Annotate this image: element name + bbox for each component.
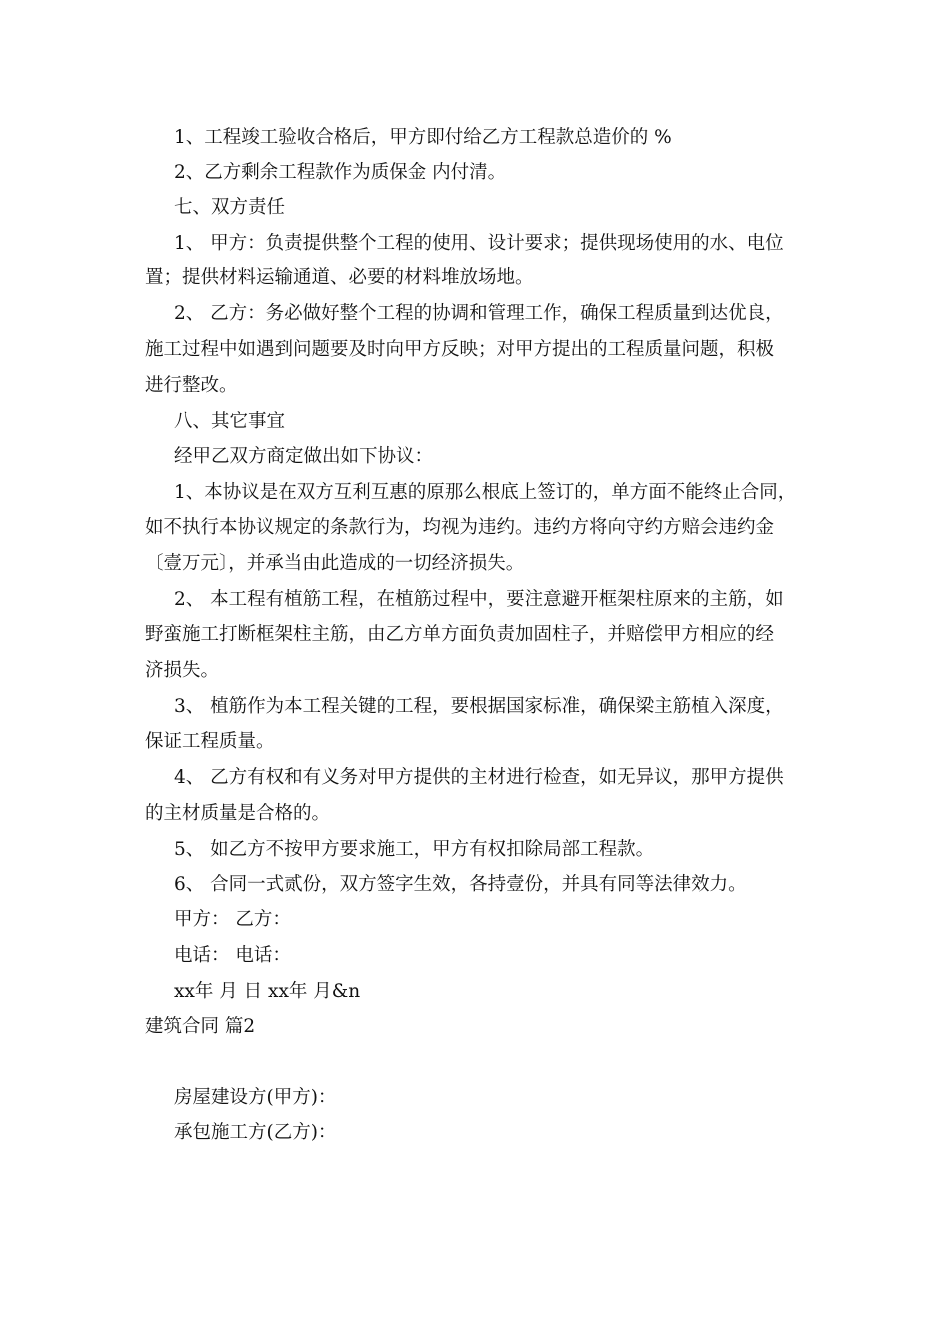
paragraph-line: 置；提供材料运输通道、必要的材料堆放场地。 [145,267,534,288]
paragraph-line: 进行整改。 [145,375,238,396]
signature-dates: xx年 月 日 xx年 月&n [174,981,361,1002]
paragraph-line: 如不执行本协议规定的条款行为，均视为违约。违约方将向守约方赔会违约金 [145,517,775,538]
paragraph-line: 保证工程质量。 [145,731,275,752]
party-a-field: 房屋建设方(甲方)： [174,1087,337,1108]
signature-phones: 电话： 电话： [174,945,291,966]
paragraph-line: 1、本协议是在双方互利互惠的原那么根底上签订的，单方面不能终止合同， [174,482,797,503]
section-heading-responsibilities: 七、双方责任 [174,197,286,218]
paragraph-line: 2、 乙方：务必做好整个工程的协调和管理工作，确保工程质量到达优良， [174,303,784,324]
party-b-field: 承包施工方(乙方)： [174,1122,337,1143]
clause-payment-2: 2、乙方剩余工程款作为质保金 内付清。 [174,162,507,183]
paragraph-line: 4、 乙方有权和有义务对甲方提供的主材进行检查，如无异议，那甲方提供 [174,767,784,788]
paragraph-line: 野蛮施工打断框架柱主筋，由乙方单方面负责加固柱子，并赔偿甲方相应的经 [145,624,775,645]
paragraph-line: 济损失。 [145,660,220,681]
paragraph-line: 的主材质量是合格的。 [145,803,331,824]
paragraph-line: 1、 甲方：负责提供整个工程的使用、设计要求；提供现场使用的水、电位 [174,233,784,254]
paragraph-line: 5、 如乙方不按甲方要求施工，甲方有权扣除局部工程款。 [174,839,655,860]
paragraph-line: 6、 合同一式贰份，双方签字生效，各持壹份，并具有同等法律效力。 [174,874,747,895]
section-title-part2: 建筑合同 篇2 [145,1016,256,1037]
paragraph-line: 3、 植筋作为本工程关键的工程，要根据国家标准，确保梁主筋植入深度， [174,696,784,717]
section-heading-other: 八、其它事宜 [174,411,286,432]
signature-parties: 甲方： 乙方： [174,909,291,930]
paragraph-line: 2、 本工程有植筋工程，在植筋过程中，要注意避开框架柱原来的主筋，如 [174,589,784,610]
paragraph-line: 经甲乙双方商定做出如下协议： [174,446,434,467]
paragraph-line: 〔壹万元〕，并承当由此造成的一切经济损失。 [145,553,525,574]
paragraph-line: 施工过程中如遇到问题要及时向甲方反映；对甲方提出的工程质量问题，积极 [145,339,775,360]
clause-payment-1: 1、工程竣工验收合格后，甲方即付给乙方工程款总造价的 % [174,127,672,148]
